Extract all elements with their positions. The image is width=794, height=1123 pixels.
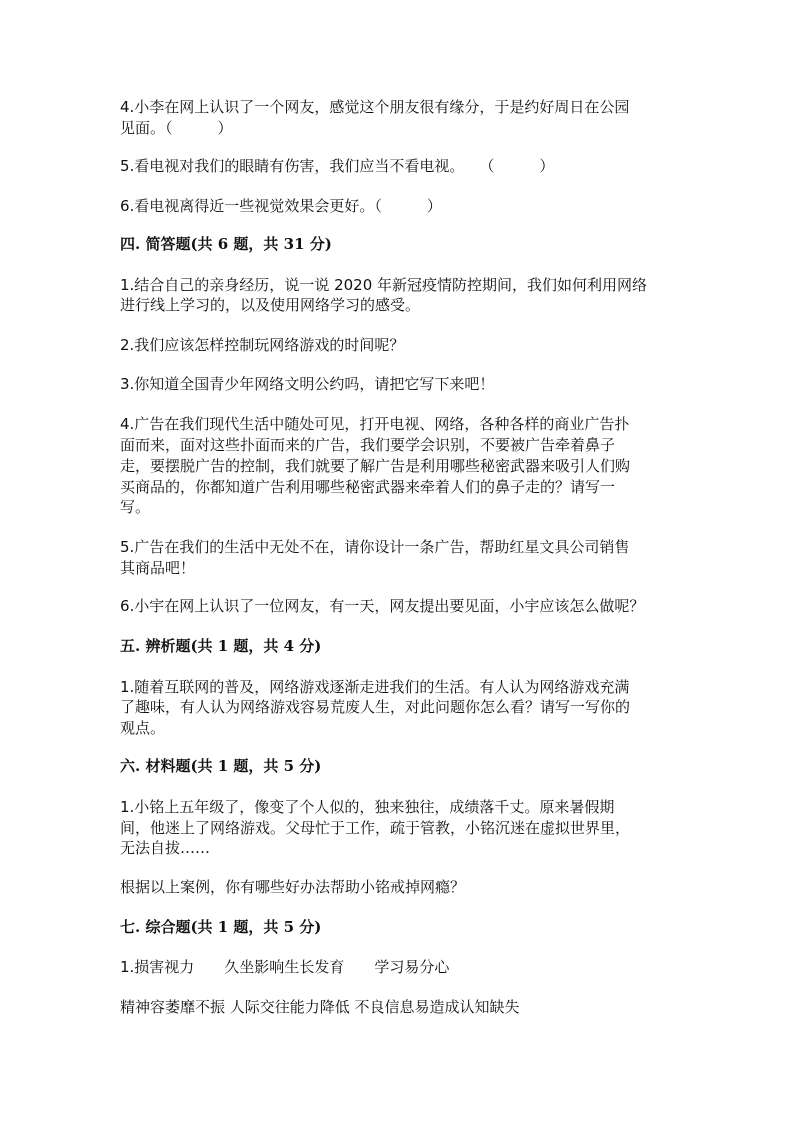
short-answer-5-line-1: 5.广告在我们的生活中无处不在，请你设计一条广告，帮助红星文具公司销售 [120, 538, 630, 556]
short-answer-4-line-1: 4.广告在我们现代生活中随处可见，打开电视、网络，各种各样的商业广告扑 [120, 415, 630, 433]
material-question: 根据以上案例，你有哪些好办法帮助小铭戒掉网瘾？ [120, 878, 466, 896]
judgment-item-4-line-1: 4.小李在网上认识了一个网友，感觉这个朋友很有缘分，于是约好周日在公园 [120, 98, 630, 116]
analysis-1-line-1: 1.随着互联网的普及，网络游戏逐渐走进我们的生活。有人认为网络游戏充满 [120, 678, 630, 696]
comprehensive-1-line-1: 1.损害视力 久坐影响生长发育 学习易分心 [120, 958, 450, 976]
short-answer-4-line-3: 走，要摆脱广告的控制，我们就要了解广告是利用哪些秘密武器来吸引人们购 [120, 457, 631, 475]
short-answer-4-line-4: 买商品的，你都知道广告利用哪些秘密武器来牵着人们的鼻子走的？请写一 [120, 478, 616, 496]
comprehensive-1-line-2: 精神容萎靡不振 人际交往能力降低 不良信息易造成认知缺失 [120, 998, 520, 1016]
section-heading-comprehensive: 七. 综合题(共 1 题，共 5 分) [120, 918, 322, 936]
judgment-item-4-line-2: 见面。（ ） [120, 119, 233, 137]
analysis-1-line-2: 了趣味，有人认为网络游戏容易荒废人生，对此问题你怎么看？请写一写你的 [120, 698, 631, 716]
section-heading-analysis: 五. 辨析题(共 1 题，共 4 分) [120, 637, 322, 655]
short-answer-6: 6.小宇在网上认识了一位网友，有一天，网友提出要见面，小宇应该怎么做呢？ [120, 597, 645, 615]
short-answer-2: 2.我们应该怎样控制玩网络游戏的时间呢？ [120, 336, 405, 354]
short-answer-4-line-5: 写。 [120, 498, 151, 516]
section-heading-short-answer: 四. 简答题(共 6 题，共 31 分) [120, 235, 332, 253]
short-answer-1-line-1: 1.结合自己的亲身经历，说一说 2020 年新冠疫情防控期间，我们如何利用网络 [120, 276, 648, 294]
material-1-line-2: 间，他迷上了网络游戏。父母忙于工作，疏于管教，小铭沉迷在虚拟世界里， [120, 819, 631, 837]
short-answer-4-line-2: 面而来，面对这些扑面而来的广告，我们要学会识别，不要被广告牵着鼻子 [120, 436, 616, 454]
short-answer-3: 3.你知道全国青少年网络文明公约吗，请把它写下来吧！ [120, 375, 495, 393]
short-answer-1-line-2: 进行线上学习的，以及使用网络学习的感受。 [120, 296, 421, 314]
analysis-1-line-3: 观点。 [120, 719, 166, 737]
material-1-line-3: 无法自拔…… [120, 839, 211, 857]
section-heading-material: 六. 材料题(共 1 题，共 5 分) [120, 757, 322, 775]
judgment-item-6: 6.看电视离得近一些视觉效果会更好。（ ） [120, 197, 442, 215]
material-1-line-1: 1.小铭上五年级了，像变了个人似的，独来独往，成绩落千丈。原来暑假期 [120, 798, 615, 816]
short-answer-5-line-2: 其商品吧！ [120, 559, 196, 577]
judgment-item-5: 5.看电视对我们的眼睛有伤害，我们应当不看电视。 （ ） [120, 157, 555, 175]
